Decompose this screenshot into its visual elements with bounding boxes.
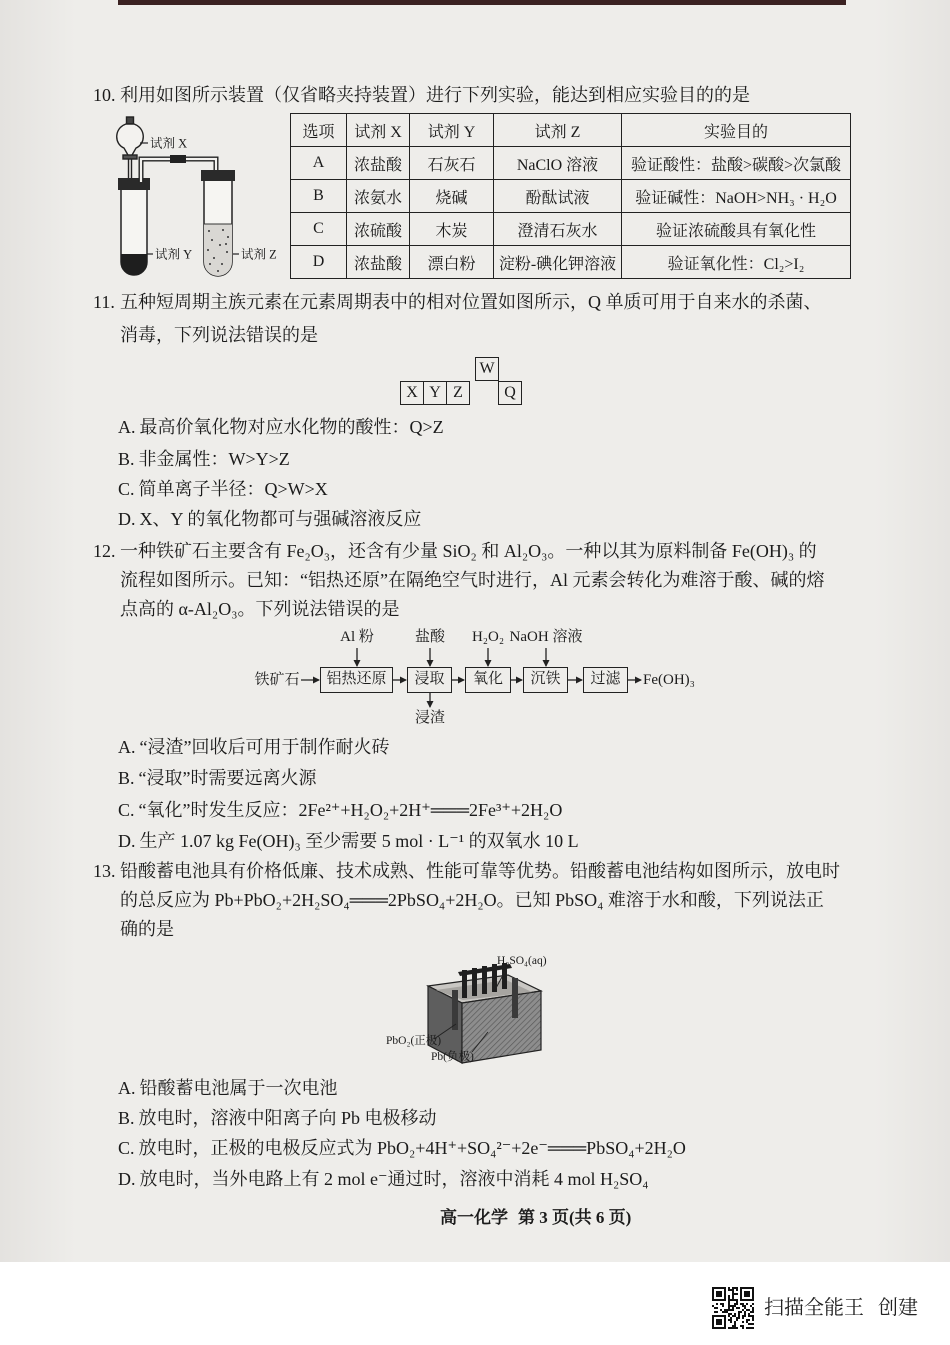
table-cell: 验证氧化性：Cl₂>I₂: [622, 246, 851, 279]
option-text: “浸渣”回收后可用于制作耐火砖: [139, 737, 390, 757]
option-text: 放电时，当外电路上有 2 mol e⁻通过时，溶液中消耗 4 mol H₂SO₄: [139, 1169, 649, 1189]
positive-electrode-label: PbO₂(正极): [386, 1035, 442, 1047]
q12-option-d[interactable]: [118, 829, 579, 853]
flow-input-naoh: NaOH 溶液: [509, 629, 583, 645]
option-text: 放电时，正极的电极反应式为 PbO₂+4H⁺+SO₄²⁻+2e⁻═══PbSO₄+2H₂O: [138, 1138, 686, 1158]
reagent-y-label: 试剂 Y: [155, 247, 193, 262]
q11-option-a[interactable]: [118, 415, 444, 439]
q13-stem-line: 确的是: [120, 919, 174, 939]
q12-option-b[interactable]: [118, 766, 317, 790]
q11-number: 11.: [93, 292, 115, 312]
option-letter: D.: [118, 831, 136, 851]
q10-stem: 利用如图所示装置（仅省略夹持装置）进行下列实验，能达到相应实验目的的是: [120, 85, 750, 105]
table-cell: 酚酞试液: [494, 180, 622, 213]
table-cell: 浓硫酸: [347, 213, 410, 246]
table-cell: B: [291, 180, 347, 213]
reagent-x-label: 试剂 X: [150, 136, 188, 151]
flow-residue: 浸渣: [414, 710, 445, 726]
element-z-cell: Z: [446, 381, 470, 405]
watermark-app-name: 扫描全能王: [764, 1295, 864, 1319]
flow-step-thermite: 铝热还原: [320, 667, 393, 693]
footer-page-number: 第 3 页(共 6 页): [518, 1208, 632, 1227]
table-cell: 木炭: [410, 213, 494, 246]
option-text: 铅酸蓄电池属于一次电池: [139, 1078, 338, 1098]
footer-subject: 高一化学: [440, 1208, 508, 1227]
q12-option-a[interactable]: [118, 735, 389, 759]
option-text: 生产 1.07 kg Fe(OH)₃ 至少需要 5 mol · L⁻¹ 的双氧水 10 L: [139, 831, 579, 851]
element-q-cell: Q: [498, 381, 522, 405]
q10-number: 10.: [93, 85, 116, 105]
option-letter: D.: [118, 509, 136, 529]
flow-start: 铁矿石: [254, 672, 300, 688]
q12-stem-line: 一种铁矿石主要含有 Fe₂O₃，还含有少量 SiO₂ 和 Al₂O₃。一种以其为原料制备 Fe(OH)₃ 的: [120, 541, 817, 561]
header-reagent-y: 试剂 Y: [410, 114, 494, 147]
table-cell: NaClO 溶液: [494, 147, 622, 180]
q12-option-c[interactable]: [118, 798, 562, 822]
q11-option-d[interactable]: [118, 507, 421, 531]
q13-stem-line: 铅酸蓄电池具有价格低廉、技术成熟、性能可靠等优势。铅酸蓄电池结构如图所示，放电时: [120, 861, 840, 881]
negative-electrode-label: Pb(负极): [431, 1051, 474, 1063]
table-cell: 烧碱: [410, 180, 494, 213]
option-letter: A.: [118, 737, 136, 757]
q11-option-b[interactable]: [118, 447, 290, 471]
header-reagent-x: 试剂 X: [347, 114, 410, 147]
element-w-cell: W: [475, 357, 499, 381]
table-cell: 浓盐酸: [347, 246, 410, 279]
table-cell: 验证碱性：NaOH>NH₃ · H₂O: [622, 180, 851, 213]
option-text: 非金属性：W>Y>Z: [138, 449, 290, 469]
table-cell: C: [291, 213, 347, 246]
q13-option-a[interactable]: [118, 1076, 338, 1100]
q12-stem-line: 流程如图所示。已知：“铝热还原”在隔绝空气时进行，Al 元素会转化为难溶于酸、碱的熔: [120, 570, 825, 590]
table-header-row: [291, 114, 851, 147]
lead-acid-battery-diagram: [380, 948, 550, 1070]
q13-option-c[interactable]: [118, 1136, 686, 1160]
table-row: [291, 213, 851, 246]
table-cell: 石灰石: [410, 147, 494, 180]
option-text: X、Y 的氧化物都可与强碱溶液反应: [139, 509, 422, 529]
scan-edge-bar: [118, 0, 846, 5]
q13-stem-line: 的总反应为 Pb+PbO₂+2H₂SO₄═══2PbSO₄+2H₂O。已知 PbSO₄ 难溶于水和酸，下列说法正: [120, 890, 824, 910]
option-letter: A.: [118, 417, 136, 437]
option-letter: B.: [118, 1108, 135, 1128]
option-letter: C.: [118, 1138, 135, 1158]
table-cell: 澄清石灰水: [494, 213, 622, 246]
q13-number: 13.: [93, 861, 116, 881]
header-reagent-z: 试剂 Z: [494, 114, 622, 147]
table-cell: 淀粉-碘化钾溶液: [494, 246, 622, 279]
q11-stem-line: 消毒，下列说法错误的是: [120, 325, 318, 345]
option-letter: A.: [118, 1078, 136, 1098]
table-row: [291, 246, 851, 279]
option-text: 简单离子半径：Q>W>X: [138, 479, 328, 499]
table-cell: A: [291, 147, 347, 180]
option-text: “氧化”时发生反应：2Fe²⁺+H₂O₂+2H⁺═══2Fe³⁺+2H₂O: [138, 800, 563, 820]
qr-code: [712, 1287, 754, 1329]
flow-product: Fe(OH)₃: [643, 672, 695, 688]
reaction-tube: [118, 178, 150, 275]
flow-step-precipitate: 沉铁: [523, 667, 568, 693]
flow-input-h2o2: H₂O₂: [471, 629, 505, 645]
option-text: 最高价氧化物对应水化物的酸性：Q>Z: [139, 417, 444, 437]
option-letter: B.: [118, 768, 135, 788]
table-row: [291, 147, 851, 180]
absorption-tube: [201, 170, 235, 276]
table-cell: 验证浓硫酸具有氧化性: [622, 213, 851, 246]
option-letter: C.: [118, 800, 135, 820]
flow-step-leach: 浸取: [407, 667, 452, 693]
flow-step-filter: 过滤: [583, 667, 628, 693]
reagent-z-label: 试剂 Z: [241, 247, 277, 262]
q10-apparatus-diagram: [100, 112, 290, 282]
electrolyte-label: H₂SO₄(aq): [497, 955, 547, 967]
watermark-action: 创建: [878, 1295, 918, 1319]
element-y-cell: Y: [423, 381, 447, 405]
q11-stem-line: 五种短周期主族元素在元素周期表中的相对位置如图所示，Q 单质可用于自来水的杀菌、: [120, 292, 822, 312]
option-letter: B.: [118, 449, 135, 469]
q12-stem-line: 点高的 α-Al₂O₃。下列说法错误的是: [120, 599, 400, 619]
q13-option-b[interactable]: [118, 1106, 437, 1130]
table-cell: D: [291, 246, 347, 279]
option-letter: C.: [118, 479, 135, 499]
q10-reagent-table: [290, 113, 851, 279]
q12-number: 12.: [93, 541, 116, 561]
header-option: 选项: [291, 114, 347, 147]
option-letter: D.: [118, 1169, 136, 1189]
header-purpose: 实验目的: [622, 114, 851, 147]
table-cell: 漂白粉: [410, 246, 494, 279]
q13-option-d[interactable]: [118, 1167, 649, 1191]
table-cell: 验证酸性：盐酸>碳酸>次氯酸: [622, 147, 851, 180]
table-row: [291, 180, 851, 213]
flow-input-hcl: 盐酸: [414, 629, 445, 645]
element-x-cell: X: [400, 381, 424, 405]
flow-step-oxidize: 氧化: [465, 667, 511, 693]
flow-input-al: Al 粉: [340, 629, 374, 645]
table-cell: 浓氨水: [347, 180, 410, 213]
option-text: 放电时，溶液中阳离子向 Pb 电极移动: [138, 1108, 437, 1128]
option-text: “浸取”时需要远离火源: [138, 768, 317, 788]
table-cell: 浓盐酸: [347, 147, 410, 180]
q11-option-c[interactable]: [118, 477, 328, 501]
